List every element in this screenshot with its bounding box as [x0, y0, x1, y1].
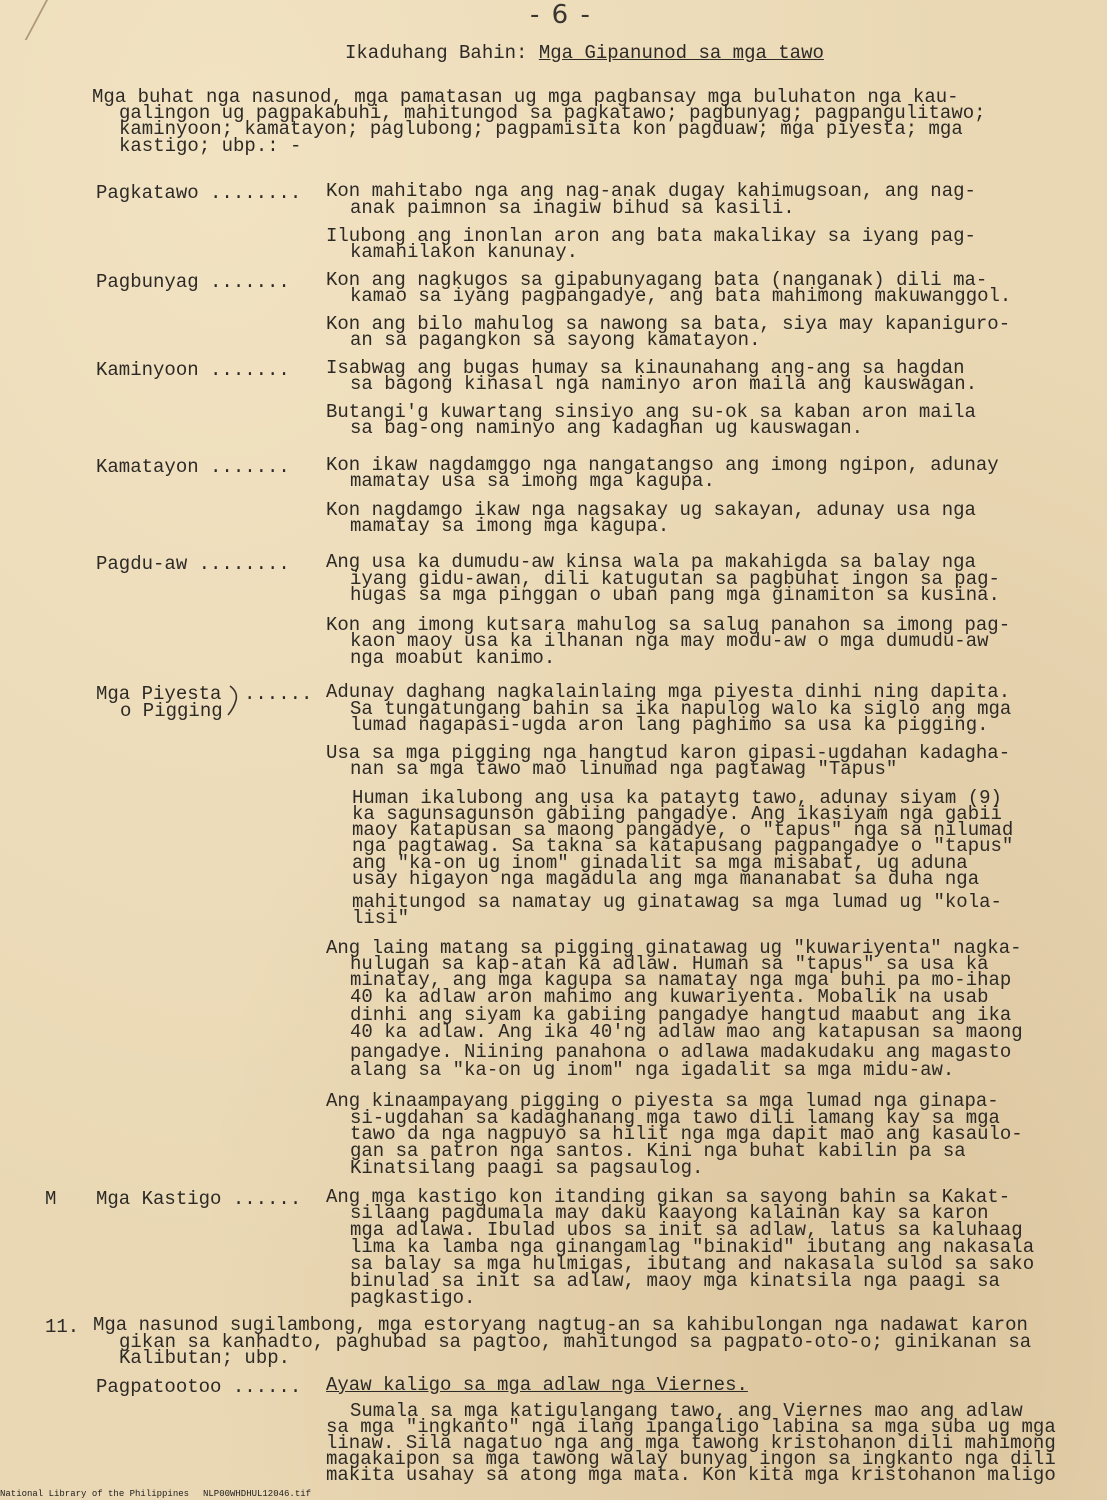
entry-line: Human ikalubong ang usa ka pataytg tawo, adunay siyam (9) [352, 787, 1002, 809]
entry-line: gan sa patron nga santos. Kini nga buhat kabilin pa sa [350, 1140, 966, 1162]
entry-line: alang sa "ka-on ug inom" nga igadalit sa mga midu-aw. [350, 1059, 955, 1081]
entry-line: Ang kinaampayang pigging o piyesta sa mga lumad nga ginapa- [326, 1090, 999, 1112]
entry-line: pangadye. Niining panahona o adlawa madakudaku ang magasto [350, 1041, 1012, 1063]
intro-line: galingon ug pagpakabuhi, mahitungod sa pagkatawo; pagbunyag; pagpangulitawo; [119, 102, 986, 124]
entry-line: iyang gidu-awan, dili katugutan sa pagbuhat ingon sa pag- [350, 568, 1000, 590]
margin-mark: M [45, 1188, 57, 1210]
entry-line: Kon ang nagkugos sa gipabunyagang bata (nanganak) dili ma- [326, 269, 988, 291]
section-label-pagkatawo: Pagkatawo ........ [96, 182, 302, 204]
section-label-kastigo: Mga Kastigo ...... [96, 1188, 302, 1210]
entry-line: Kinatsilang paagi sa pagsaulog. [350, 1157, 704, 1179]
entry-line: pagkastigo. [350, 1287, 476, 1309]
section-label-piyesta: Mga Piyesta [96, 683, 222, 705]
footer-filename: NLP00WHDHUL12046.tif [203, 1489, 312, 1499]
entry-line: silaang pagdumala may daku kaayong kalainan kay sa karon [350, 1202, 989, 1224]
entry-line: Ilubong ang inonlan aron ang bata makalikay sa iyang pag- [326, 225, 976, 247]
section-label-kamatayon: Kamatayon ....... [96, 456, 290, 478]
entry-line: Kon mahitabo nga ang nag-anak dugay kahimugsoan, ang nag- [326, 180, 976, 202]
title-prefix: Ikaduhang Bahin: [345, 42, 539, 64]
entry-line: maoy katapusan sa maong pangadye, o "tapus" nga sa nilumad [352, 819, 1014, 841]
entry-line: Sa tungatungang bahin sa ika napulog walo ka siglo ang mga [350, 698, 1012, 720]
entry-line: kamahilakon kanunay. [350, 241, 579, 263]
entry-line: magakaipon sa mga tawong walay bunyag ingon sa ingkanto nga dili [326, 1448, 1056, 1470]
entry-line: linaw. Sila nagatuo nga ang mga tawong kristohanon dili mahimong [326, 1432, 1056, 1454]
intro-line: kaminyoon; kamatayon; paglubong; pagpamisita kon pagduaw; mga piyesta; mga [119, 118, 963, 140]
entry-line: tawo da nga nagpuyo sa hilit nga mga dapit mao ang kasaulo- [350, 1123, 1023, 1145]
page-title [345, 42, 824, 64]
entry-line: hugas sa mga pinggan o uban pang mga ginamiton sa kusina. [350, 584, 1000, 606]
entry-line: Butangi'g kuwartang sinsiyo ang su-ok sa kaban aron maila [326, 401, 976, 423]
entry-line: makita usahay sa atong mga mata. Kon kita mga kristohanon maligo [326, 1464, 1056, 1486]
entry-line: hulugan sa kap-atan ka adlaw. Human sa "tapus" sa usa ka [350, 953, 989, 975]
entry-line: si-ugdahan sa kadaghanang mga tawo dili lamang kay sa mga [350, 1107, 1000, 1129]
entry-line: Kon nagdamgo ikaw nga nagsakay ug sakayan, adunay usa nga [326, 499, 976, 521]
entry-line: lima ka lamba nga ginangamlag "binakid" ibutang ang nakasala [350, 1236, 1035, 1258]
entry-line: lumad nagapasi-ugda aron lang paghimo sa usa ka pigging. [350, 714, 989, 736]
entry-line: Isabwag ang bugas humay sa kinaunahang ang-ang sa hagdan [326, 357, 965, 379]
entry-line: minatay, ang mga kagupa sa namatay nga mga buhi pa mo-ihap [350, 969, 1012, 991]
label-dots: ...... [244, 683, 313, 705]
entry-line: mamatay sa imong mga kagupa. [350, 515, 670, 537]
entry-line: Usa sa mga pigging nga hangtud karon gipasi-ugdahan kadagha- [326, 742, 1011, 764]
page-number: - 6 - [530, 0, 592, 30]
title-underlined: Mga Gipanunod sa mga tawo [538, 42, 824, 64]
entry-line: 40 ka adlaw. Ang ika 40'ng adlaw mao ang katapusan sa maong [350, 1021, 1023, 1043]
entry-heading: Ayaw kaligo sa mga adlaw nga Viernes. [326, 1374, 748, 1396]
section-label-pagpatootoo: Pagpatootoo ...... [96, 1376, 302, 1398]
entry-line: anak paimnon sa inagiw bihud sa kasili. [350, 197, 795, 219]
section-label-kaminyoon: Kaminyoon ....... [96, 359, 290, 381]
entry-line: Kon ikaw nagdamggo nga nangatangso ang imong ngipon, adunay [326, 454, 999, 476]
entry-line: mamatay usa sa imong mga kagupa. [350, 470, 715, 492]
section-label-pagdu-aw: Pagdu-aw ........ [96, 553, 290, 575]
entry-line: Kon ang imong kutsara mahulog sa salug panahon sa imong pag- [326, 614, 1011, 636]
entry-line: sa bag-ong naminyo ang kadaghan ug kauswagan. [350, 417, 864, 439]
intro-line: Mga buhat nga nasunod, mga pamatasan ug mga pagbansay mga buluhaton nga kau- [92, 86, 959, 108]
intro-line: kastigo; ubp.: - [119, 135, 302, 157]
entry-line: Kon ang bilo mahulog sa nawong sa bata, siya may kapaniguro- [326, 313, 1011, 335]
footer-library: National Library of the Philippines [0, 1489, 190, 1499]
entry-line: lisi" [352, 907, 410, 929]
entry-line: binulad sa init sa adlaw, maoy mga kinatsila nga paagi sa [350, 1270, 1000, 1292]
entry-line: sa balay sa mga hulmigas, ibutang and nakasala sulod sa sako [350, 1253, 1035, 1275]
entry-line: Ang mga kastigo kon itanding gikan sa sayong bahin sa Kakat- [326, 1186, 1011, 1208]
brace-mark [226, 684, 244, 718]
entry-line: Mga nasunod sugilambong, mga estoryang nagtug-an sa kahibulongan nga nadawat karon [93, 1314, 1028, 1336]
corner-pen-mark [0, 0, 48, 40]
entry-line: an sa pagangkon sa sayong kamatayon. [350, 329, 761, 351]
entry-line: dinhi ang siyam ka gabiing pangadye hangtud maabut ang ika [350, 1004, 1012, 1026]
entry-line: usay higayon nga magadula ang mga mananabat sa duha nga [352, 868, 980, 890]
entry-line: ang "ka-on ug inom" ginadalit sa mga misabat, ug aduna [352, 852, 968, 874]
entry-line: kamao sa iyang pagpangadye, ang bata mahimong makuwanggol. [350, 285, 1012, 307]
entry-line: Sumala sa mga katigulangang tawo, ang Viernes mao ang adlaw [350, 1400, 1023, 1422]
entry-line: Ang laing matang sa pigging ginatawag ug "kuwariyenta" nagka- [326, 937, 1022, 959]
entry-line: ka sagunsagunson gabiing pangadye. Ang ikasiyam nga gabii [352, 803, 1002, 825]
entry-line: Ang usa ka dumudu-aw kinsa wala pa makahigda sa balay nga [326, 551, 976, 573]
entry-line: gikan sa kanhadto, paghubad sa pagtoo, mahitungod sa pagpato-oto-o; ginikanan sa [119, 1331, 1032, 1353]
entry-line: nga pagtawag. Sa takna sa katapusang pagpangadye o "tapus" [352, 835, 1014, 857]
entry-line: nan sa mga tawo mao linumad nga pagtawag "Tapus" [350, 758, 898, 780]
entry-line: 40 ka adlaw aron mahimo ang kuwariyenta. Mobalik na usab [350, 986, 989, 1008]
entry-line: kaon maoy usa ka ilhanan nga may modu-aw o mga dumudu-aw [350, 630, 989, 652]
section-label-pagbunyag: Pagbunyag ....... [96, 271, 290, 293]
scan-footer [0, 1488, 1107, 1500]
entry-line: mga adlawa. Ibulad ubos sa init sa adlaw, latus sa kaluhaag [350, 1219, 1023, 1241]
entry-line: sa mga "ingkanto" nga ilang ipangaligo labina sa mga suba ug mga [326, 1416, 1056, 1438]
section-label-pigging: o Pigging [120, 700, 223, 722]
entry-line: Adunay daghang nagkalainlaing mga piyesta dinhi ning dapita. [326, 681, 1011, 703]
section-number: 11. [45, 1316, 80, 1338]
entry-line: mahitungod sa namatay ug ginatawag sa mga lumad ug "kola- [352, 891, 1002, 913]
entry-line: sa bagong kinasal nga naminyo aron maila ang kauswagan. [350, 373, 978, 395]
entry-line: Kalibutan; ubp. [119, 1347, 291, 1369]
entry-line: nga moabut kanimo. [350, 647, 556, 669]
